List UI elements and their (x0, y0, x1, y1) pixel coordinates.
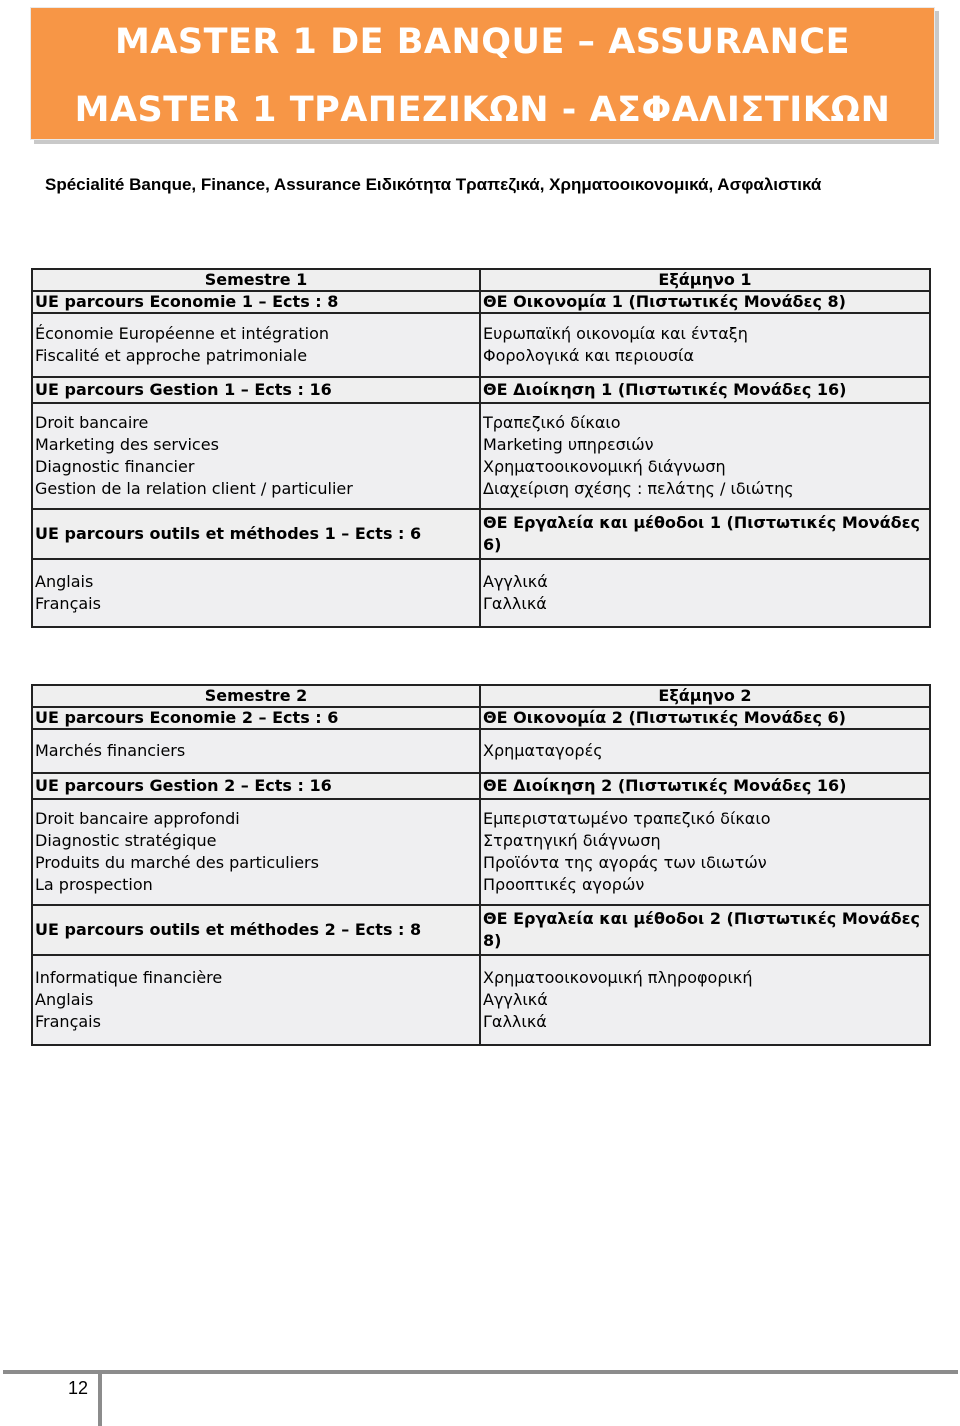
course-item: Στρατηγική διάγνωση (483, 831, 661, 850)
courses-fr (32, 729, 480, 773)
course-item: Droit bancaire (35, 413, 149, 432)
ue-row (32, 291, 930, 313)
ue-row (32, 377, 930, 403)
course-item: Προοπτικές αγορών (483, 875, 645, 894)
course-item: Diagnostic stratégique (35, 831, 217, 850)
ue-gestion-fr: UE parcours Gestion 2 – Ects : 16 (32, 773, 480, 799)
title-french: MASTER 1 DE BANQUE – ASSURANCE (114, 22, 850, 62)
ue-outils-fr: UE parcours outils et méthodes 1 – Ects : 6 (32, 509, 480, 559)
semester-title-gr: Εξάμηνο 2 (480, 685, 930, 707)
course-item: Εμπεριστατωμένο τραπεζικό δίκαιο (483, 809, 771, 828)
page-number: 12 (67, 1378, 89, 1398)
course-item: Marketing des services (35, 435, 219, 454)
course-row (32, 559, 930, 627)
ue-economie-fr: UE parcours Economie 1 – Ects : 8 (32, 291, 480, 313)
courses-gr (480, 955, 930, 1045)
courses-gr (480, 403, 930, 509)
course-item: Économie Européenne et intégration (35, 324, 329, 343)
footer-vertical-divider (98, 1373, 102, 1426)
courses-gr (480, 559, 930, 627)
speciality-subtitle: Spécialité Banque, Finance, Assurance Ειδικότητα Τραπεζικά, Χρηματοοικονομικά, Ασφαλιστικά (45, 175, 822, 194)
course-item: Marchés financiers (35, 741, 186, 760)
course-item: Αγγλικά (483, 572, 548, 591)
ue-outils-gr: ΘΕ Εργαλεία και μέθοδοι 2 (Πιστωτικές Μονάδες 8) (480, 905, 930, 955)
course-item: Fiscalité et approche patrimoniale (35, 346, 308, 365)
ue-economie-gr: ΘΕ Οικονομία 2 (Πιστωτικές Μονάδες 6) (480, 707, 930, 729)
course-item: Gestion de la relation client / particulier (35, 479, 353, 498)
ue-outils-gr: ΘΕ Εργαλεία και μέθοδοι 1 (Πιστωτικές Μονάδες 6) (480, 509, 930, 559)
semester-header-row (32, 269, 930, 291)
course-row (32, 403, 930, 509)
course-item: Αγγλικά (483, 990, 548, 1009)
ue-gestion-gr: ΘΕ Διοίκηση 1 (Πιστωτικές Μονάδες 16) (480, 377, 930, 403)
course-item: Anglais (35, 990, 94, 1009)
semester-title-fr: Semestre 1 (32, 269, 480, 291)
ue-row (32, 707, 930, 729)
course-item: Marketing υπηρεσιών (483, 435, 654, 454)
semester-2-table (31, 684, 931, 1046)
ue-row (32, 905, 930, 955)
courses-gr (480, 729, 930, 773)
ue-economie-gr: ΘΕ Οικονομία 1 (Πιστωτικές Μονάδες 8) (480, 291, 930, 313)
title-greek: MASTER 1 ΤΡΑΠΕΖΙΚΩΝ - ΑΣΦΑΛΙΣΤΙΚΩΝ (74, 90, 891, 130)
courses-fr (32, 799, 480, 905)
semester-header-row (32, 685, 930, 707)
course-item: La prospection (35, 875, 153, 894)
ue-economie-fr: UE parcours Economie 2 – Ects : 6 (32, 707, 480, 729)
courses-fr (32, 313, 480, 377)
course-item: Diagnostic financier (35, 457, 195, 476)
semester-title-fr: Semestre 2 (32, 685, 480, 707)
courses-gr (480, 313, 930, 377)
course-item: Χρηματοοικονομική πληροφορική (483, 968, 753, 987)
course-item: Produits du marché des particuliers (35, 853, 319, 872)
ue-row (32, 509, 930, 559)
semester-title-gr: Εξάμηνο 1 (480, 269, 930, 291)
courses-fr (32, 403, 480, 509)
courses-fr (32, 955, 480, 1045)
course-item: Anglais (35, 572, 94, 591)
course-item: Τραπεζικό δίκαιο (483, 413, 621, 432)
ue-row (32, 773, 930, 799)
course-item: Προϊόντα της αγοράς των ιδιωτών (483, 853, 767, 872)
ue-outils-fr: UE parcours outils et méthodes 2 – Ects : 8 (32, 905, 480, 955)
ue-gestion-gr: ΘΕ Διοίκηση 2 (Πιστωτικές Μονάδες 16) (480, 773, 930, 799)
course-item: Γαλλικά (483, 594, 547, 613)
course-item: Ευρωπαϊκή οικονομία και ένταξη (483, 324, 748, 343)
course-item: Χρηματαγορές (483, 741, 603, 760)
course-item: Χρηματοοικονομική διάγνωση (483, 457, 726, 476)
course-item: Γαλλικά (483, 1012, 547, 1031)
courses-gr (480, 799, 930, 905)
course-item: Informatique financière (35, 968, 223, 987)
semester-1-table (31, 268, 931, 628)
ue-gestion-fr: UE parcours Gestion 1 – Ects : 16 (32, 377, 480, 403)
course-row (32, 313, 930, 377)
course-item: Français (35, 594, 101, 613)
title-banner (30, 7, 935, 140)
course-row (32, 799, 930, 905)
course-row (32, 729, 930, 773)
course-row (32, 955, 930, 1045)
footer-divider (3, 1370, 958, 1374)
course-item: Φορολογικά και περιουσία (483, 346, 695, 365)
course-item: Français (35, 1012, 101, 1031)
course-item: Droit bancaire approfondi (35, 809, 240, 828)
course-item: Διαχείριση σχέσης : πελάτης / ιδιώτης (483, 479, 794, 498)
courses-fr (32, 559, 480, 627)
